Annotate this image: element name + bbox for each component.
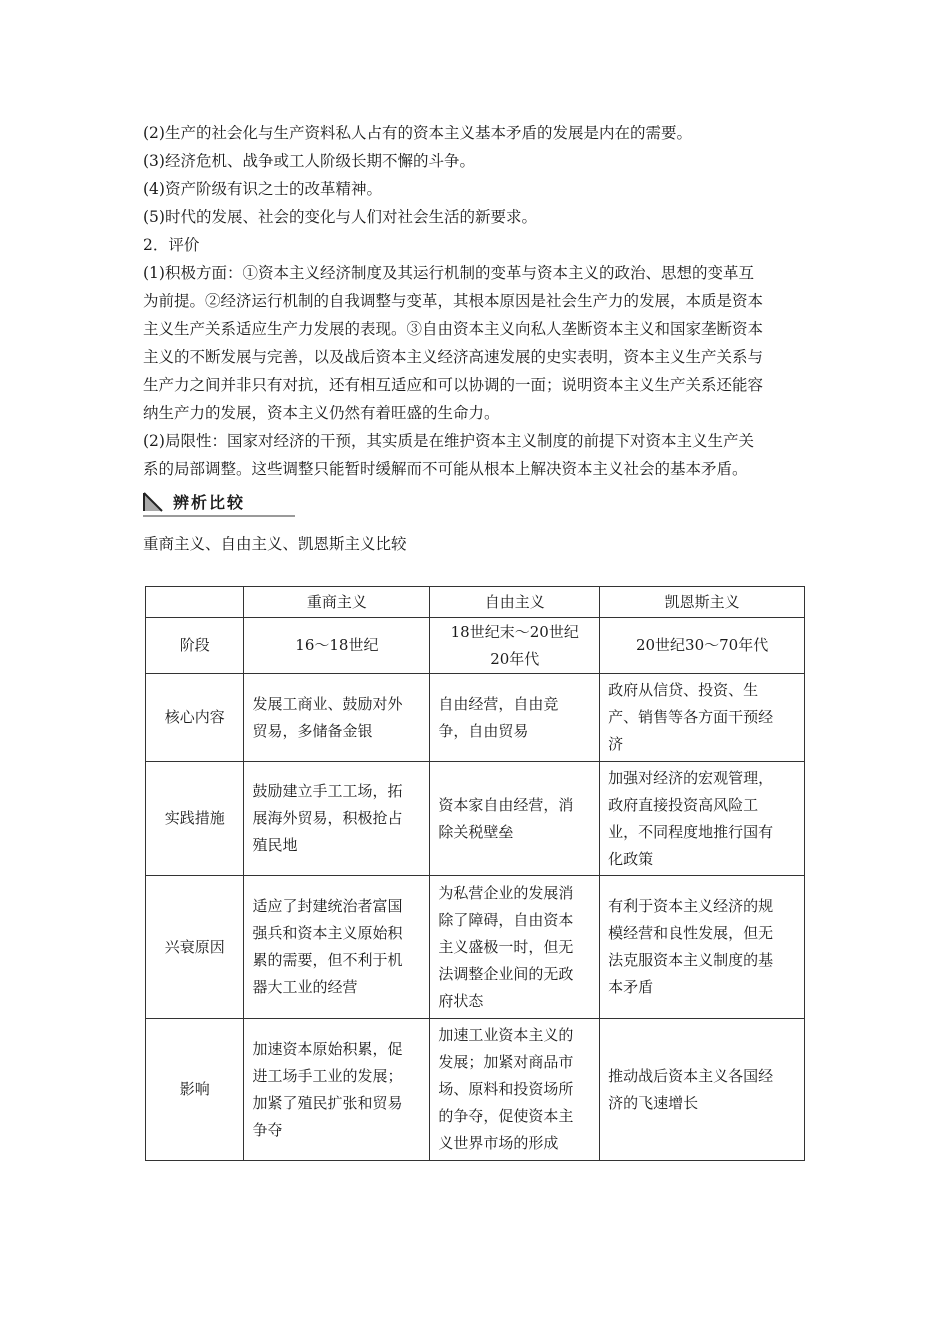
cell-line: 化政策 [608, 849, 654, 868]
header-cell: 自由主义 [430, 587, 600, 618]
text-line: (3)经济危机、战争或工人阶级长期不懈的斗争。 [143, 152, 475, 170]
text-line: (1)积极方面：①资本主义经济制度及其运行机制的变革与资本主义的政治、思想的变革互 [143, 264, 754, 282]
table-cell [430, 1019, 600, 1161]
triangle-icon [143, 492, 163, 512]
row-label: 实践措施 [146, 762, 244, 876]
cell-line: 20世纪30～70年代 [635, 636, 769, 654]
table-cell [430, 762, 600, 876]
table-cell [600, 762, 805, 876]
cell-line: 贸易，多储备金银 [252, 721, 373, 740]
cell-line: 有利于资本主义经济的规 [608, 897, 774, 915]
header-cell: 凯恩斯主义 [600, 587, 805, 618]
table-cell [244, 618, 430, 674]
cell-line: 自由经营，自由竞 [438, 694, 559, 713]
cell-line: 业，不同程度地推行国有 [608, 822, 774, 841]
cell-line: 18世纪末～20世纪 [450, 622, 579, 641]
cell-line: 殖民地 [252, 836, 298, 854]
cell-line: 争夺 [252, 1120, 283, 1139]
cell-line: 进工场手工业的发展； [252, 1066, 403, 1085]
table-row [146, 1019, 805, 1161]
text-line: (2)局限性：国家对经济的干预，其实质是在维护资本主义制度的前提下对资本主义生产关 [143, 432, 754, 450]
cell-line: 义世界市场的形成 [438, 1134, 559, 1152]
cell-line: 除关税壁垒 [438, 822, 514, 841]
table-cell [600, 876, 805, 1019]
cell-line: 16～18世纪 [295, 636, 379, 654]
section-subtitle: 重商主义、自由主义、凯恩斯主义比较 [143, 535, 407, 553]
cell-line: 推动战后资本主义各国经 [608, 1066, 774, 1085]
text-line: 纳生产力的发展，资本主义仍然有着旺盛的生命力。 [143, 404, 500, 422]
cell-line: 为私营企业的发展消 [438, 883, 574, 902]
table-cell [244, 876, 430, 1019]
text-block [143, 119, 813, 483]
cell-line: 加紧了殖民扩张和贸易 [252, 1093, 403, 1112]
table-row [146, 876, 805, 1019]
cell-line: 的争夺，促使资本主 [438, 1107, 574, 1125]
cell-line: 争，自由贸易 [438, 721, 529, 740]
table-row [146, 762, 805, 876]
cell-line: 产、销售等各方面干预经 [608, 708, 774, 726]
table-cell [600, 618, 805, 674]
text-line: (5)时代的发展、社会的变化与人们对社会生活的新要求。 [143, 208, 537, 226]
cell-line: 法克服资本主义制度的基 [608, 951, 774, 969]
cell-line: 资本家自由经营，消 [438, 795, 574, 814]
table-cell [600, 1019, 805, 1161]
cell-line: 器大工业的经营 [252, 978, 358, 996]
cell-line: 加速工业资本主义的 [438, 1026, 574, 1044]
cell-line: 加强对经济的宏观管理， [608, 768, 774, 787]
row-label: 兴衰原因 [146, 876, 244, 1019]
cell-line: 发展；加紧对商品市 [438, 1053, 574, 1071]
section-heading-label: 辨析比较 [173, 493, 246, 512]
cell-line: 济的飞速增长 [608, 1093, 699, 1112]
cell-line: 鼓励建立手工工场，拓 [252, 782, 403, 800]
cell-line: 济 [608, 735, 624, 753]
row-label: 影响 [146, 1019, 244, 1161]
table-cell [244, 674, 430, 762]
row-label: 核心内容 [146, 674, 244, 762]
cell-line: 场、原料和投资场所 [438, 1080, 574, 1098]
cell-line: 除了障碍，自由资本 [438, 910, 574, 929]
cell-line: 法调整企业间的无政 [438, 964, 574, 983]
header-cell [146, 587, 244, 618]
table-cell [600, 674, 805, 762]
text-line: 主义的不断发展与完善，以及战后资本主义经济高速发展的史实表明，资本主义生产关系与 [143, 348, 764, 366]
cell-line: 模经营和良性发展，但无 [608, 924, 774, 942]
cell-line: 政府从信贷、投资、生 [608, 681, 759, 699]
table-cell [244, 1019, 430, 1161]
text-line: (2)生产的社会化与生产资料私人占有的资本主义基本矛盾的发展是内在的需要。 [143, 124, 692, 142]
table-cell [430, 618, 600, 674]
cell-line: 展海外贸易，积极抢占 [252, 809, 403, 827]
header-cell: 重商主义 [244, 587, 430, 618]
section-divider [143, 515, 295, 517]
table-row [146, 674, 805, 762]
cell-line: 累的需要，但不利于机 [252, 951, 403, 969]
text-line: 主义生产关系适应生产力发展的表现。③自由资本主义向私人垄断资本主义和国家垄断资本 [143, 320, 764, 338]
comparison-table [145, 586, 805, 1161]
section-heading [143, 490, 295, 518]
table-row [146, 618, 805, 674]
cell-line: 主义盛极一时，但无 [438, 937, 574, 956]
row-label: 阶段 [146, 618, 244, 674]
table-header-row [146, 587, 805, 618]
cell-line: 政府直接投资高风险工 [608, 795, 759, 814]
text-line: (4)资产阶级有识之士的改革精神。 [143, 180, 382, 198]
cell-line: 本矛盾 [608, 978, 654, 996]
cell-line: 适应了封建统治者富国 [252, 897, 403, 915]
cell-line: 发展工商业、鼓励对外 [252, 694, 403, 713]
text-line: 生产力之间并非只有对抗，还有相互适应和可以协调的一面；说明资本主义生产关系还能容 [143, 376, 764, 394]
table-cell [430, 876, 600, 1019]
text-line: 2．评价 [143, 236, 200, 254]
text-line: 为前提。②经济运行机制的自我调整与变革，其根本原因是社会生产力的发展，本质是资本 [143, 292, 764, 310]
cell-line: 府状态 [438, 991, 484, 1010]
cell-line: 20年代 [490, 649, 540, 668]
table-cell [430, 674, 600, 762]
cell-line: 强兵和资本主义原始积 [252, 924, 403, 942]
cell-line: 加速资本原始积累，促 [252, 1039, 403, 1058]
table-cell [244, 762, 430, 876]
text-line: 系的局部调整。这些调整只能暂时缓解而不可能从根本上解决资本主义社会的基本矛盾。 [143, 460, 748, 478]
